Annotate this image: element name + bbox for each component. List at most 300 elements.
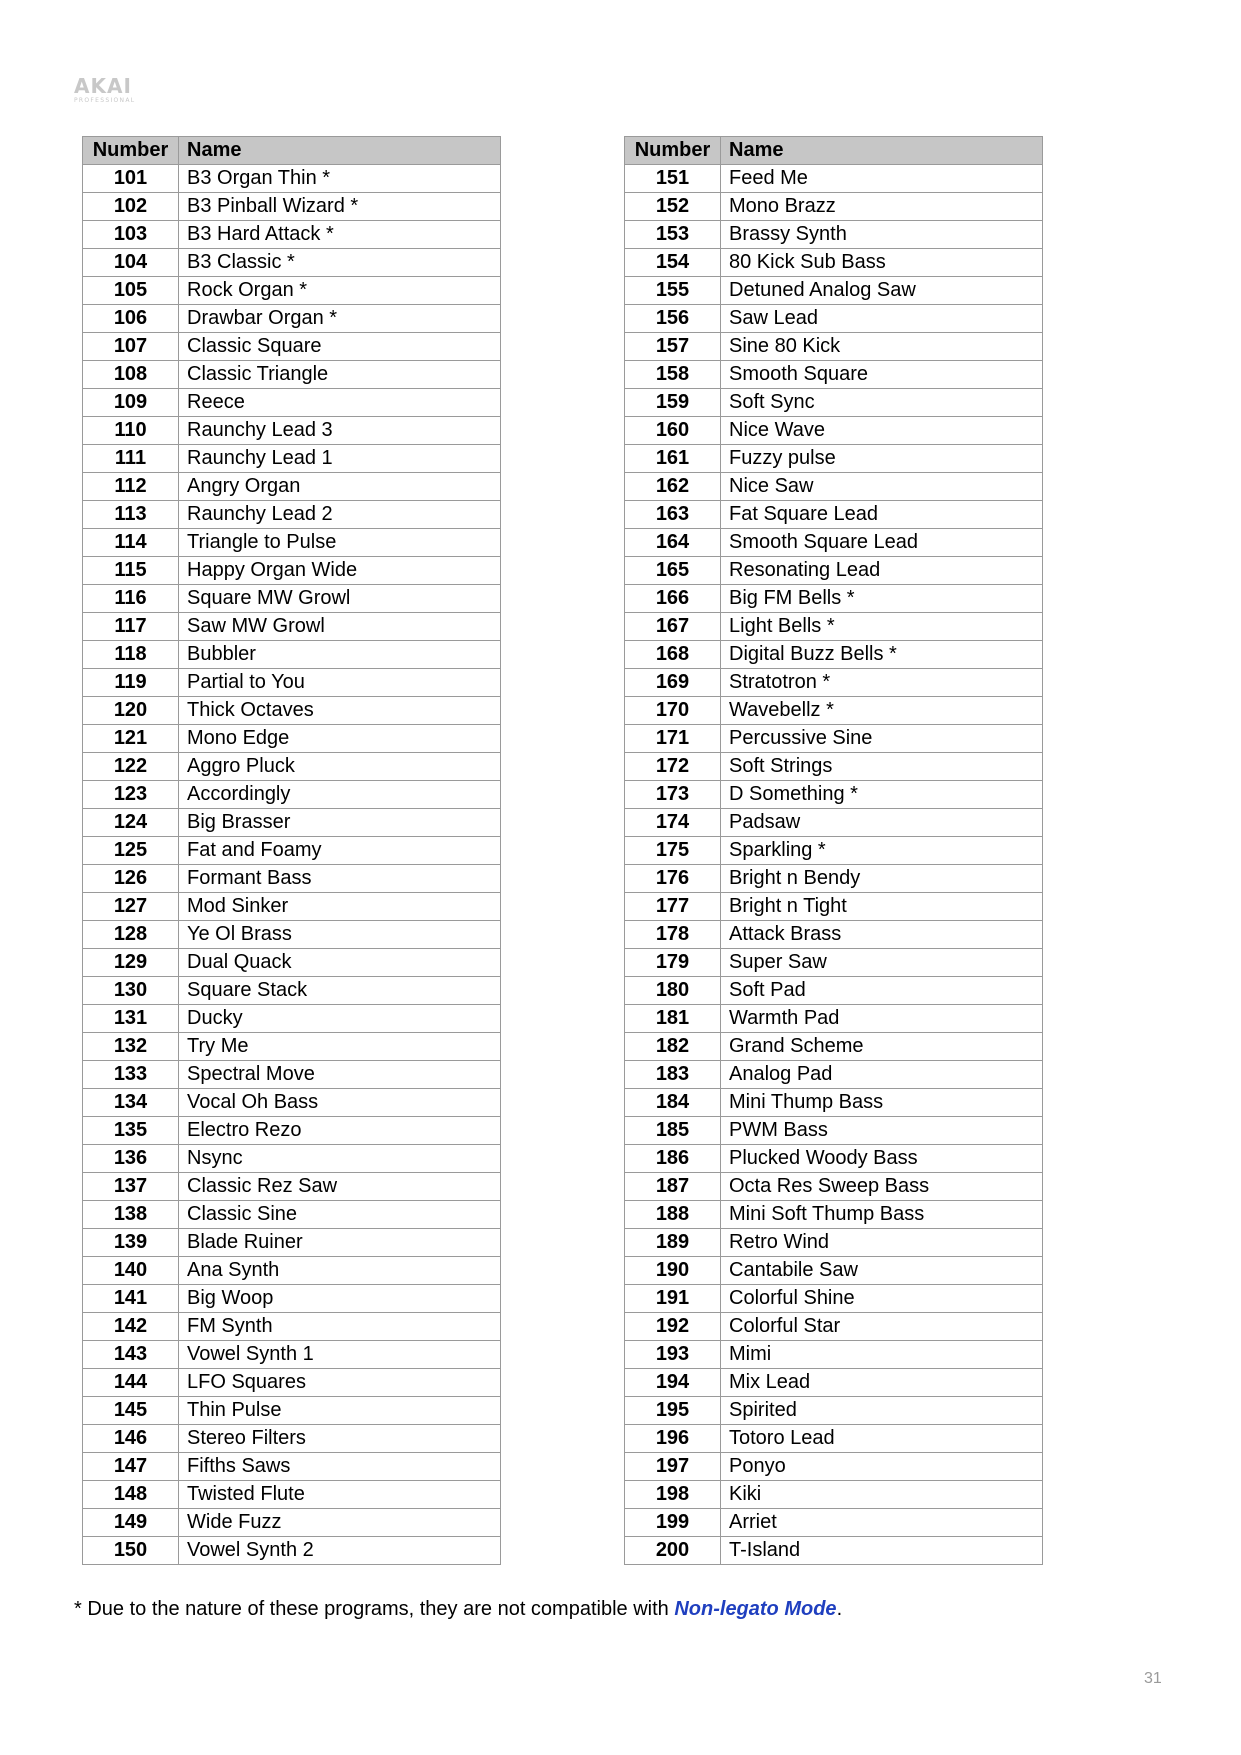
program-number: 124 xyxy=(83,809,179,837)
header-name: Name xyxy=(721,137,1043,165)
program-number: 173 xyxy=(625,781,721,809)
table-row xyxy=(83,613,501,641)
program-number: 135 xyxy=(83,1117,179,1145)
table-row xyxy=(625,473,1043,501)
table-row xyxy=(625,949,1043,977)
table-row xyxy=(625,333,1043,361)
table-row xyxy=(83,1117,501,1145)
program-number: 165 xyxy=(625,557,721,585)
table-row xyxy=(83,193,501,221)
table-row xyxy=(83,781,501,809)
table-row xyxy=(625,893,1043,921)
table-row xyxy=(625,1341,1043,1369)
program-name: Try Me xyxy=(179,1033,501,1061)
program-number: 145 xyxy=(83,1397,179,1425)
program-number: 179 xyxy=(625,949,721,977)
program-number: 157 xyxy=(625,333,721,361)
program-number: 192 xyxy=(625,1313,721,1341)
akai-logo xyxy=(74,76,156,102)
table-row xyxy=(83,1285,501,1313)
program-number: 150 xyxy=(83,1537,179,1565)
program-name: Square Stack xyxy=(179,977,501,1005)
table-row xyxy=(83,585,501,613)
program-number: 168 xyxy=(625,641,721,669)
program-name: FM Synth xyxy=(179,1313,501,1341)
program-number: 108 xyxy=(83,361,179,389)
program-number: 180 xyxy=(625,977,721,1005)
program-name: B3 Organ Thin * xyxy=(179,165,501,193)
table-row xyxy=(625,1145,1043,1173)
program-number: 118 xyxy=(83,641,179,669)
program-name: Fuzzy pulse xyxy=(721,445,1043,473)
program-number: 159 xyxy=(625,389,721,417)
program-number: 140 xyxy=(83,1257,179,1285)
table-row xyxy=(83,529,501,557)
program-number: 185 xyxy=(625,1117,721,1145)
table-row xyxy=(625,1201,1043,1229)
page-number: 31 xyxy=(1144,1670,1162,1687)
program-number: 121 xyxy=(83,725,179,753)
program-name: 80 Kick Sub Bass xyxy=(721,249,1043,277)
program-name: Digital Buzz Bells * xyxy=(721,641,1043,669)
program-name: Resonating Lead xyxy=(721,557,1043,585)
program-number: 131 xyxy=(83,1005,179,1033)
program-name: Stereo Filters xyxy=(179,1425,501,1453)
program-name: Wavebellz * xyxy=(721,697,1043,725)
program-number: 198 xyxy=(625,1481,721,1509)
program-name: Angry Organ xyxy=(179,473,501,501)
program-list-right xyxy=(625,165,1043,1565)
program-name: Colorful Shine xyxy=(721,1285,1043,1313)
table-row xyxy=(625,277,1043,305)
program-number: 172 xyxy=(625,753,721,781)
program-number: 126 xyxy=(83,865,179,893)
table-row xyxy=(83,1145,501,1173)
table-row xyxy=(83,1089,501,1117)
program-name: Spectral Move xyxy=(179,1061,501,1089)
footnote-text: * Due to the nature of these programs, they are not compatible with xyxy=(74,1598,675,1620)
program-number: 169 xyxy=(625,669,721,697)
program-name: Sine 80 Kick xyxy=(721,333,1043,361)
program-name: Kiki xyxy=(721,1481,1043,1509)
table-row xyxy=(83,921,501,949)
program-number: 111 xyxy=(83,445,179,473)
program-name: Raunchy Lead 3 xyxy=(179,417,501,445)
program-number: 160 xyxy=(625,417,721,445)
footnote-end: . xyxy=(836,1598,843,1620)
program-name: LFO Squares xyxy=(179,1369,501,1397)
program-number: 200 xyxy=(625,1537,721,1565)
program-number: 115 xyxy=(83,557,179,585)
program-number: 195 xyxy=(625,1397,721,1425)
program-name: Mono Brazz xyxy=(721,193,1043,221)
program-name: Triangle to Pulse xyxy=(179,529,501,557)
table-row xyxy=(625,445,1043,473)
program-name: Retro Wind xyxy=(721,1229,1043,1257)
program-name: Fifths Saws xyxy=(179,1453,501,1481)
program-name: Dual Quack xyxy=(179,949,501,977)
program-number: 133 xyxy=(83,1061,179,1089)
table-row xyxy=(83,1453,501,1481)
program-name: Saw MW Growl xyxy=(179,613,501,641)
program-name: Analog Pad xyxy=(721,1061,1043,1089)
table-row xyxy=(83,697,501,725)
program-number: 142 xyxy=(83,1313,179,1341)
program-name: Smooth Square xyxy=(721,361,1043,389)
program-name: Ponyo xyxy=(721,1453,1043,1481)
table-row xyxy=(625,1033,1043,1061)
table-row xyxy=(625,1285,1043,1313)
program-name: Colorful Star xyxy=(721,1313,1043,1341)
program-number: 132 xyxy=(83,1033,179,1061)
program-name: Twisted Flute xyxy=(179,1481,501,1509)
table-row xyxy=(83,1341,501,1369)
table-row xyxy=(83,1033,501,1061)
table-row xyxy=(83,1005,501,1033)
program-name: Big Brasser xyxy=(179,809,501,837)
table-row xyxy=(625,501,1043,529)
program-number: 123 xyxy=(83,781,179,809)
program-number: 141 xyxy=(83,1285,179,1313)
logo-wordmark: AKAI xyxy=(74,74,132,98)
program-name: Ana Synth xyxy=(179,1257,501,1285)
table-row xyxy=(625,1229,1043,1257)
program-number: 125 xyxy=(83,837,179,865)
program-name: Formant Bass xyxy=(179,865,501,893)
program-number: 137 xyxy=(83,1173,179,1201)
program-name: Classic Rez Saw xyxy=(179,1173,501,1201)
header-number: Number xyxy=(83,137,179,165)
program-name: Super Saw xyxy=(721,949,1043,977)
program-name: Mod Sinker xyxy=(179,893,501,921)
program-name: Reece xyxy=(179,389,501,417)
program-number: 144 xyxy=(83,1369,179,1397)
program-name: Square MW Growl xyxy=(179,585,501,613)
program-number: 148 xyxy=(83,1481,179,1509)
table-row xyxy=(625,1089,1043,1117)
program-name: Nice Wave xyxy=(721,417,1043,445)
header-number: Number xyxy=(625,137,721,165)
program-name: Padsaw xyxy=(721,809,1043,837)
program-number: 109 xyxy=(83,389,179,417)
program-name: Blade Ruiner xyxy=(179,1229,501,1257)
program-number: 158 xyxy=(625,361,721,389)
table-row xyxy=(625,361,1043,389)
program-number: 134 xyxy=(83,1089,179,1117)
program-name: Classic Sine xyxy=(179,1201,501,1229)
table-row xyxy=(625,389,1043,417)
table-row xyxy=(625,1117,1043,1145)
table-row xyxy=(625,557,1043,585)
program-number: 102 xyxy=(83,193,179,221)
table-row xyxy=(625,417,1043,445)
program-number: 156 xyxy=(625,305,721,333)
table-row xyxy=(625,1061,1043,1089)
program-number: 183 xyxy=(625,1061,721,1089)
program-name: Vowel Synth 1 xyxy=(179,1341,501,1369)
table-row xyxy=(625,249,1043,277)
program-number: 117 xyxy=(83,613,179,641)
program-number: 149 xyxy=(83,1509,179,1537)
program-name: Classic Triangle xyxy=(179,361,501,389)
table-row xyxy=(625,669,1043,697)
program-number: 107 xyxy=(83,333,179,361)
table-row xyxy=(625,725,1043,753)
program-name: Smooth Square Lead xyxy=(721,529,1043,557)
table-row xyxy=(83,445,501,473)
program-name: B3 Hard Attack * xyxy=(179,221,501,249)
program-number: 112 xyxy=(83,473,179,501)
table-row xyxy=(625,921,1043,949)
program-number: 105 xyxy=(83,277,179,305)
program-name: Ye Ol Brass xyxy=(179,921,501,949)
program-number: 129 xyxy=(83,949,179,977)
program-name: Wide Fuzz xyxy=(179,1509,501,1537)
program-name: Happy Organ Wide xyxy=(179,557,501,585)
table-row xyxy=(83,1257,501,1285)
program-number: 154 xyxy=(625,249,721,277)
program-number: 177 xyxy=(625,893,721,921)
program-number: 167 xyxy=(625,613,721,641)
program-name: Warmth Pad xyxy=(721,1005,1043,1033)
table-row xyxy=(83,1481,501,1509)
program-name: Soft Strings xyxy=(721,753,1043,781)
table-row xyxy=(83,893,501,921)
header-name: Name xyxy=(179,137,501,165)
program-name: Octa Res Sweep Bass xyxy=(721,1173,1043,1201)
program-name: Bright n Bendy xyxy=(721,865,1043,893)
table-row xyxy=(625,1173,1043,1201)
program-table-right xyxy=(624,136,1043,1565)
program-name: Mix Lead xyxy=(721,1369,1043,1397)
program-name: Mimi xyxy=(721,1341,1043,1369)
program-name: Raunchy Lead 2 xyxy=(179,501,501,529)
program-name: D Something * xyxy=(721,781,1043,809)
program-name: Soft Pad xyxy=(721,977,1043,1005)
program-name: Thick Octaves xyxy=(179,697,501,725)
program-name: Totoro Lead xyxy=(721,1425,1043,1453)
program-number: 147 xyxy=(83,1453,179,1481)
program-name: Big Woop xyxy=(179,1285,501,1313)
program-name: Arriet xyxy=(721,1509,1043,1537)
table-row xyxy=(83,277,501,305)
table-row xyxy=(83,837,501,865)
program-name: PWM Bass xyxy=(721,1117,1043,1145)
table-row xyxy=(625,697,1043,725)
table-row xyxy=(83,389,501,417)
program-number: 197 xyxy=(625,1453,721,1481)
table-row xyxy=(625,837,1043,865)
program-name: Rock Organ * xyxy=(179,277,501,305)
program-name: Electro Rezo xyxy=(179,1117,501,1145)
footnote xyxy=(74,1598,842,1621)
program-name: Aggro Pluck xyxy=(179,753,501,781)
program-number: 106 xyxy=(83,305,179,333)
program-name: Nsync xyxy=(179,1145,501,1173)
program-number: 166 xyxy=(625,585,721,613)
table-row xyxy=(625,305,1043,333)
table-row xyxy=(625,529,1043,557)
program-number: 128 xyxy=(83,921,179,949)
program-name: B3 Classic * xyxy=(179,249,501,277)
program-name: Classic Square xyxy=(179,333,501,361)
program-name: Bright n Tight xyxy=(721,893,1043,921)
program-name: Nice Saw xyxy=(721,473,1043,501)
table-row xyxy=(625,753,1043,781)
program-number: 174 xyxy=(625,809,721,837)
table-row xyxy=(625,865,1043,893)
program-number: 181 xyxy=(625,1005,721,1033)
program-number: 196 xyxy=(625,1425,721,1453)
table-row xyxy=(83,1369,501,1397)
program-number: 143 xyxy=(83,1341,179,1369)
program-number: 182 xyxy=(625,1033,721,1061)
program-list-left xyxy=(83,165,501,1565)
table-row xyxy=(83,641,501,669)
program-name: Fat and Foamy xyxy=(179,837,501,865)
table-row xyxy=(83,1313,501,1341)
program-number: 127 xyxy=(83,893,179,921)
program-name: Attack Brass xyxy=(721,921,1043,949)
table-row xyxy=(83,669,501,697)
table-row xyxy=(625,221,1043,249)
program-number: 153 xyxy=(625,221,721,249)
program-name: Raunchy Lead 1 xyxy=(179,445,501,473)
table-row xyxy=(625,1257,1043,1285)
table-row xyxy=(625,1481,1043,1509)
program-number: 130 xyxy=(83,977,179,1005)
program-number: 161 xyxy=(625,445,721,473)
program-number: 170 xyxy=(625,697,721,725)
table-row xyxy=(83,473,501,501)
program-name: Vocal Oh Bass xyxy=(179,1089,501,1117)
program-number: 114 xyxy=(83,529,179,557)
program-number: 171 xyxy=(625,725,721,753)
program-number: 122 xyxy=(83,753,179,781)
program-name: Ducky xyxy=(179,1005,501,1033)
non-legato-mode-link[interactable]: Non-legato Mode xyxy=(674,1598,837,1620)
program-name: Brassy Synth xyxy=(721,221,1043,249)
program-name: Soft Sync xyxy=(721,389,1043,417)
table-row xyxy=(83,305,501,333)
table-row xyxy=(625,1369,1043,1397)
table-row xyxy=(83,725,501,753)
program-number: 175 xyxy=(625,837,721,865)
program-number: 189 xyxy=(625,1229,721,1257)
program-name: Mini Thump Bass xyxy=(721,1089,1043,1117)
table-row xyxy=(83,361,501,389)
program-name: Detuned Analog Saw xyxy=(721,277,1043,305)
table-row xyxy=(83,977,501,1005)
table-row xyxy=(83,809,501,837)
program-number: 151 xyxy=(625,165,721,193)
table-row xyxy=(83,417,501,445)
program-name: Spirited xyxy=(721,1397,1043,1425)
table-row xyxy=(83,1397,501,1425)
program-name: T-Island xyxy=(721,1537,1043,1565)
table-row xyxy=(625,613,1043,641)
program-name: Mini Soft Thump Bass xyxy=(721,1201,1043,1229)
program-number: 136 xyxy=(83,1145,179,1173)
program-name: Thin Pulse xyxy=(179,1397,501,1425)
table-row xyxy=(625,1537,1043,1565)
program-name: Plucked Woody Bass xyxy=(721,1145,1043,1173)
program-number: 138 xyxy=(83,1201,179,1229)
program-name: Drawbar Organ * xyxy=(179,305,501,333)
table-row xyxy=(625,585,1043,613)
program-name: Partial to You xyxy=(179,669,501,697)
program-number: 152 xyxy=(625,193,721,221)
program-number: 120 xyxy=(83,697,179,725)
program-number: 101 xyxy=(83,165,179,193)
program-number: 113 xyxy=(83,501,179,529)
program-number: 155 xyxy=(625,277,721,305)
program-name: Saw Lead xyxy=(721,305,1043,333)
program-number: 186 xyxy=(625,1145,721,1173)
table-row xyxy=(83,1537,501,1565)
table-row xyxy=(83,1229,501,1257)
program-number: 103 xyxy=(83,221,179,249)
program-number: 199 xyxy=(625,1509,721,1537)
table-row xyxy=(625,1397,1043,1425)
program-number: 162 xyxy=(625,473,721,501)
table-row xyxy=(625,1425,1043,1453)
program-number: 184 xyxy=(625,1089,721,1117)
program-number: 187 xyxy=(625,1173,721,1201)
program-number: 193 xyxy=(625,1341,721,1369)
table-row xyxy=(83,501,501,529)
program-number: 194 xyxy=(625,1369,721,1397)
table-row xyxy=(625,781,1043,809)
program-name: Feed Me xyxy=(721,165,1043,193)
table-row xyxy=(625,1313,1043,1341)
table-row xyxy=(83,557,501,585)
program-name: Fat Square Lead xyxy=(721,501,1043,529)
table-row xyxy=(83,221,501,249)
table-row xyxy=(625,809,1043,837)
table-row xyxy=(83,165,501,193)
program-table-left xyxy=(82,136,501,1565)
table-row xyxy=(83,333,501,361)
program-name: Light Bells * xyxy=(721,613,1043,641)
program-name: B3 Pinball Wizard * xyxy=(179,193,501,221)
table-header-row xyxy=(625,137,1043,165)
table-row xyxy=(83,1201,501,1229)
program-name: Accordingly xyxy=(179,781,501,809)
program-number: 190 xyxy=(625,1257,721,1285)
program-name: Stratotron * xyxy=(721,669,1043,697)
table-row xyxy=(625,641,1043,669)
table-row xyxy=(83,865,501,893)
program-number: 116 xyxy=(83,585,179,613)
table-row xyxy=(625,1005,1043,1033)
table-row xyxy=(625,1453,1043,1481)
program-name: Vowel Synth 2 xyxy=(179,1537,501,1565)
program-number: 146 xyxy=(83,1425,179,1453)
program-number: 119 xyxy=(83,669,179,697)
table-row xyxy=(625,1509,1043,1537)
table-row xyxy=(83,249,501,277)
program-number: 104 xyxy=(83,249,179,277)
program-number: 176 xyxy=(625,865,721,893)
program-name: Big FM Bells * xyxy=(721,585,1043,613)
program-number: 178 xyxy=(625,921,721,949)
program-number: 164 xyxy=(625,529,721,557)
program-name: Bubbler xyxy=(179,641,501,669)
table-header-row xyxy=(83,137,501,165)
table-row xyxy=(625,977,1043,1005)
table-row xyxy=(83,1425,501,1453)
